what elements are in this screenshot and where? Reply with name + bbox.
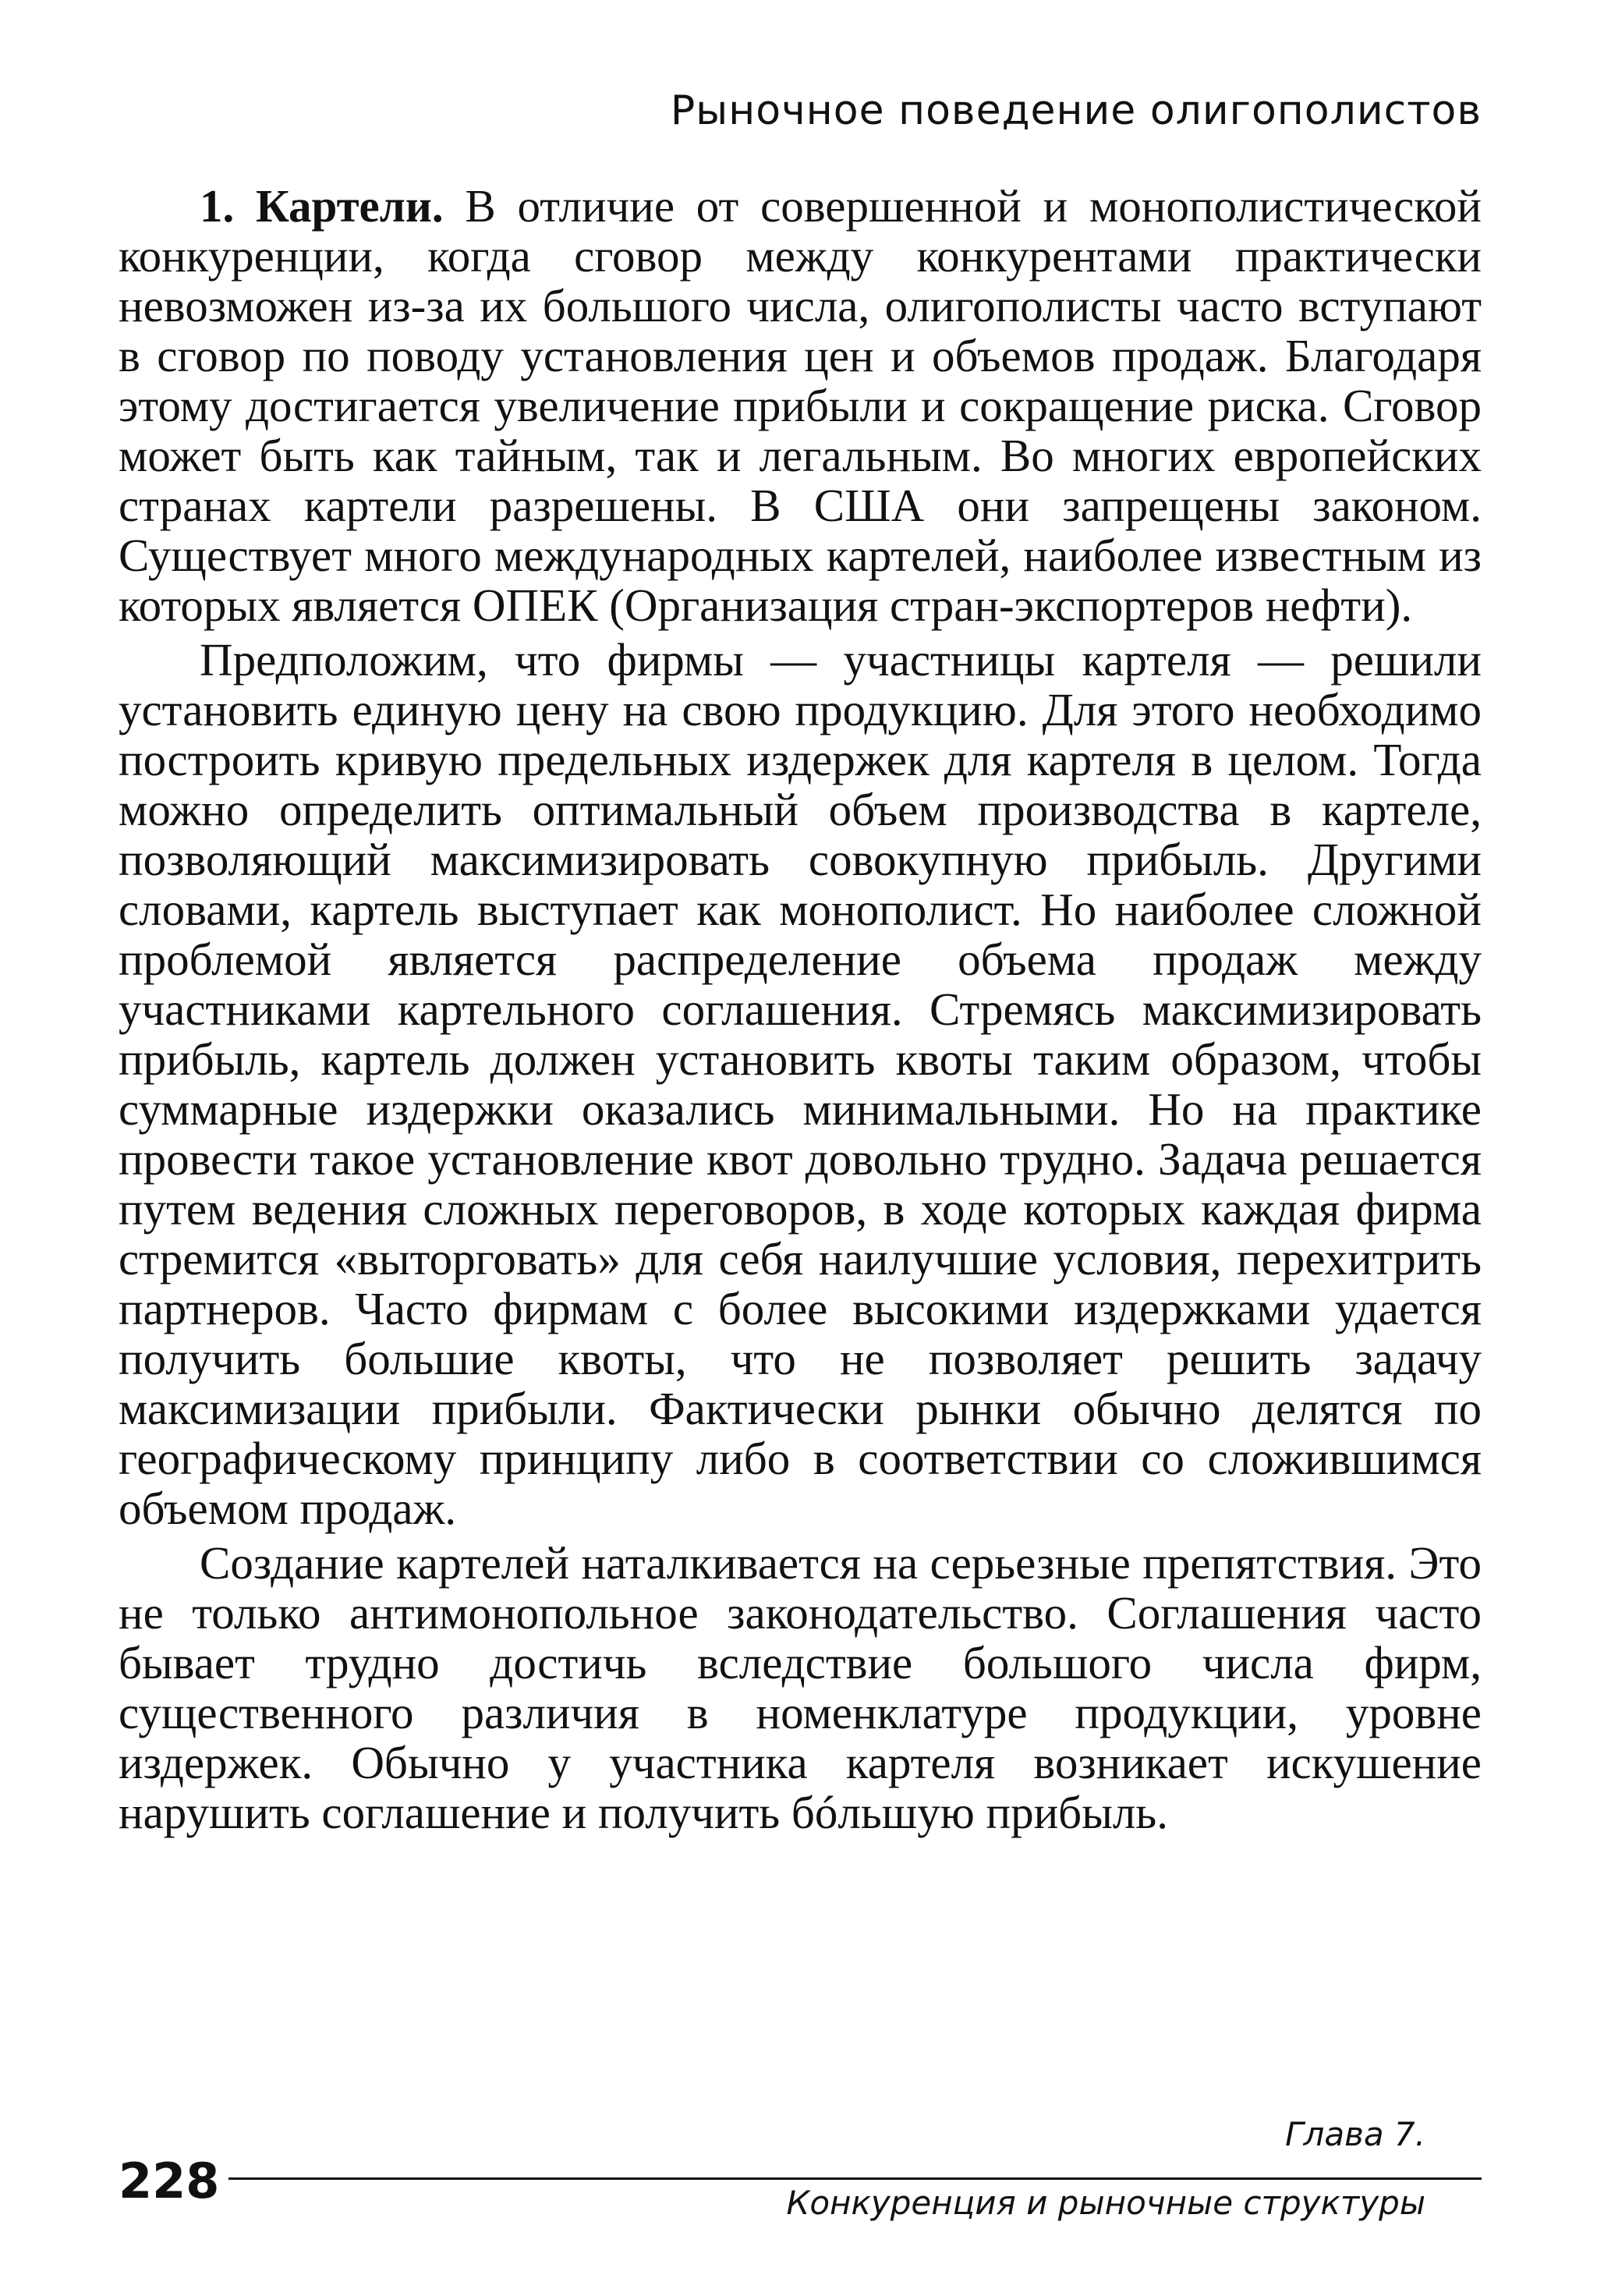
chapter-label: Глава 7.	[1285, 2115, 1425, 2153]
paragraph-cartels	[119, 181, 1482, 630]
section-label: 1. Картели.	[200, 180, 444, 232]
paragraph-obstacles: Создание картелей наталкивается на серьезные препятствия. Это не только антимонопольное законодательство. Соглашения часто бывает трудно достичь вследствие большого числа фирм, существенного различия в номенклатуре продукции, уровне издержек. Обычно у участника картеля возникает искушение нарушить соглашение и получить бóльшую прибыль.	[119, 1537, 1482, 1838]
page-number: 228	[119, 2152, 228, 2209]
body-text	[119, 181, 1482, 1837]
footer-rule	[119, 2177, 1482, 2180]
chapter-title: Конкуренция и рыночные структуры	[786, 2184, 1425, 2222]
running-header: Рыночное поведение олигополистов	[670, 87, 1482, 134]
paragraph-text: В отличие от совершенной и монополистической конкуренции, когда сговор между конкурентами практически невозможен из-за их большого числа, олигополисты часто вступают в сговор по поводу установления цен и объемов продаж. Благодаря этому достигается увеличение прибыли и сокращение риска. Сговор может быть как тайным, так и легальным. Во многих европейских странах картели разрешены. В США они запрещены законом. Существует много международных картелей, наиболее известным из которых является ОПЕК (Организация стран-экспортеров нефти).	[119, 180, 1482, 631]
paragraph-single-price: Предположим, что фирмы — участницы картеля — решили установить единую цену на свою продукцию. Для этого необходимо построить кривую предельных издержек для картеля в целом. Тогда можно определить оптимальный объем производства в картеле, позволяющий максимизировать совокупную прибыль. Другими словами, картель выступает как монополист. Но наиболее сложной проблемой является распределение объема продаж между участниками картельного соглашения. Стремясь максимизировать прибыль, картель должен установить квоты таким образом, чтобы суммарные издержки оказались минимальными. Но на практике провести такое установление квот довольно трудно. Задача решается путем ведения сложных переговоров, в ходе которых каждая фирма стремится «выторговать» для себя наилучшие условия, перехитрить партнеров. Часто фирмам с более высокими издержками удается получить большие квоты, что не позволяет решить задачу максимизации прибыли. Фактически рынки обычно делятся по географическому принципу либо в соответствии со сложившимся объемом продаж.	[119, 634, 1482, 1534]
